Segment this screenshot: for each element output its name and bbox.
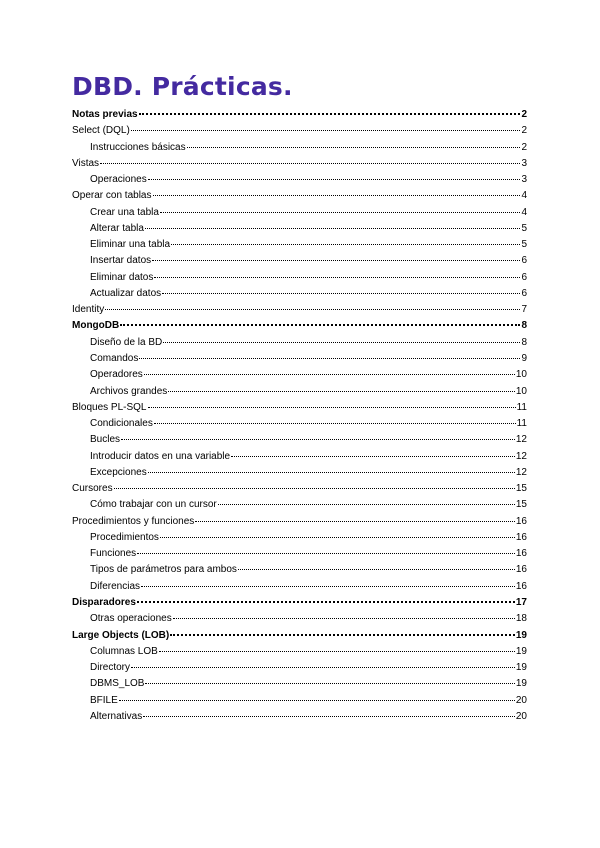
toc-entry[interactable] bbox=[72, 125, 527, 141]
toc-entry-page-number: 4 bbox=[521, 206, 527, 218]
toc-entry-label: Eliminar datos bbox=[90, 271, 154, 283]
toc-entry[interactable] bbox=[72, 564, 527, 580]
document-title: DBD. Prácticas. bbox=[72, 72, 293, 101]
toc-dot-leader bbox=[171, 244, 520, 245]
toc-entry-page-number: 5 bbox=[521, 222, 527, 234]
toc-dot-leader bbox=[195, 521, 515, 522]
toc-entry[interactable] bbox=[72, 597, 527, 613]
toc-dot-leader bbox=[154, 423, 516, 424]
toc-entry[interactable] bbox=[72, 581, 527, 597]
toc-entry[interactable] bbox=[72, 207, 527, 223]
toc-entry-page-number: 6 bbox=[521, 287, 527, 299]
toc-entry-label: Instrucciones básicas bbox=[90, 141, 186, 153]
toc-entry[interactable] bbox=[72, 190, 527, 206]
toc-dot-leader bbox=[152, 260, 520, 261]
toc-entry[interactable] bbox=[72, 711, 527, 727]
toc-entry-page-number: 19 bbox=[515, 629, 527, 641]
toc-dot-leader bbox=[160, 212, 521, 213]
toc-entry-page-number: 19 bbox=[515, 645, 527, 657]
toc-entry[interactable] bbox=[72, 434, 527, 450]
toc-dot-leader bbox=[159, 651, 515, 652]
toc-entry[interactable] bbox=[72, 304, 527, 320]
toc-entry[interactable] bbox=[72, 109, 527, 125]
toc-entry[interactable] bbox=[72, 613, 527, 629]
toc-dot-leader bbox=[143, 716, 515, 717]
toc-entry-page-number: 19 bbox=[515, 662, 527, 674]
toc-dot-leader bbox=[148, 407, 516, 408]
toc-dot-leader bbox=[163, 342, 520, 343]
toc-dot-leader bbox=[162, 293, 520, 294]
toc-entry-page-number: 6 bbox=[521, 255, 527, 267]
toc-entry-page-number: 12 bbox=[515, 450, 527, 462]
toc-entry-label: Tipos de parámetros para ambos bbox=[90, 564, 237, 576]
toc-entry[interactable] bbox=[72, 646, 527, 662]
toc-entry-page-number: 16 bbox=[515, 580, 527, 592]
toc-entry[interactable] bbox=[72, 288, 527, 304]
toc-entry-page-number: 7 bbox=[521, 304, 527, 316]
toc-entry-page-number: 16 bbox=[515, 531, 527, 543]
toc-entry-label: Columnas LOB bbox=[90, 645, 158, 657]
toc-dot-leader bbox=[153, 195, 521, 196]
toc-dot-leader bbox=[114, 488, 515, 489]
toc-dot-leader bbox=[100, 163, 520, 164]
toc-entry[interactable] bbox=[72, 353, 527, 369]
toc-entry-label: Otras operaciones bbox=[90, 613, 172, 625]
toc-entry-page-number: 10 bbox=[515, 369, 527, 381]
toc-entry[interactable] bbox=[72, 662, 527, 678]
toc-dot-leader bbox=[119, 700, 515, 701]
toc-entry-label: Operadores bbox=[90, 369, 143, 381]
toc-entry[interactable] bbox=[72, 337, 527, 353]
toc-entry[interactable] bbox=[72, 255, 527, 271]
toc-dot-leader bbox=[105, 309, 520, 310]
toc-entry-page-number: 3 bbox=[521, 174, 527, 186]
toc-entry-page-number: 4 bbox=[521, 190, 527, 202]
toc-entry-label: Actualizar datos bbox=[90, 287, 162, 299]
toc-dot-leader bbox=[145, 683, 514, 684]
toc-dot-leader bbox=[139, 113, 521, 115]
toc-entry[interactable] bbox=[72, 158, 527, 174]
toc-entry-page-number: 12 bbox=[515, 434, 527, 446]
toc-dot-leader bbox=[168, 391, 515, 392]
toc-entry-label: Condicionales bbox=[90, 418, 153, 430]
toc-entry[interactable] bbox=[72, 320, 527, 336]
toc-entry-page-number: 18 bbox=[515, 613, 527, 625]
toc-entry[interactable] bbox=[72, 142, 527, 158]
toc-entry[interactable] bbox=[72, 369, 527, 385]
toc-entry-page-number: 15 bbox=[515, 499, 527, 511]
toc-entry-label: Archivos grandes bbox=[90, 385, 168, 397]
toc-entry-page-number: 6 bbox=[521, 271, 527, 283]
toc-entry-label: Comandos bbox=[90, 352, 139, 364]
toc-dot-leader bbox=[148, 179, 521, 180]
toc-entry-label: Directory bbox=[90, 662, 131, 674]
toc-entry[interactable] bbox=[72, 223, 527, 239]
toc-entry-label: Alterar tabla bbox=[90, 222, 144, 234]
toc-entry-label: Operaciones bbox=[90, 174, 147, 186]
toc-entry-page-number: 11 bbox=[516, 401, 527, 413]
toc-entry[interactable] bbox=[72, 239, 527, 255]
toc-entry-label: MongoDB bbox=[72, 320, 120, 332]
toc-entry[interactable] bbox=[72, 548, 527, 564]
toc-entry-label: Bloques PL-SQL bbox=[72, 401, 147, 413]
toc-dot-leader bbox=[139, 358, 520, 359]
toc-dot-leader bbox=[187, 147, 521, 148]
toc-entry-label: Diferencias bbox=[90, 580, 141, 592]
toc-entry-label: Excepciones bbox=[90, 466, 147, 478]
toc-entry-page-number: 16 bbox=[515, 515, 527, 527]
toc-dot-leader bbox=[160, 537, 515, 538]
toc-entry-page-number: 19 bbox=[515, 678, 527, 690]
toc-entry-page-number: 11 bbox=[516, 418, 527, 430]
toc-entry[interactable] bbox=[72, 630, 527, 646]
toc-entry-page-number: 16 bbox=[515, 564, 527, 576]
toc-entry-page-number: 10 bbox=[515, 385, 527, 397]
toc-dot-leader bbox=[144, 374, 515, 375]
toc-entry-label: Alternativas bbox=[90, 710, 143, 722]
toc-entry-page-number: 17 bbox=[515, 596, 527, 608]
toc-dot-leader bbox=[120, 324, 520, 326]
toc-entry-label: Select (DQL) bbox=[72, 125, 130, 137]
toc-entry-label: Large Objects (LOB) bbox=[72, 629, 170, 641]
toc-entry-label: Identity bbox=[72, 304, 105, 316]
toc-entry-label: Cómo trabajar con un cursor bbox=[90, 499, 217, 511]
toc-entry-page-number: 2 bbox=[521, 109, 527, 120]
toc-entry-page-number: 9 bbox=[521, 352, 527, 364]
toc-entry-label: Cursores bbox=[72, 483, 113, 495]
toc-dot-leader bbox=[145, 228, 521, 229]
toc-entry[interactable] bbox=[72, 402, 527, 418]
toc-dot-leader bbox=[141, 586, 515, 587]
toc-dot-leader bbox=[238, 569, 515, 570]
toc-entry[interactable] bbox=[72, 272, 527, 288]
toc-entry[interactable] bbox=[72, 451, 527, 467]
toc-entry[interactable] bbox=[72, 695, 527, 711]
toc-entry[interactable] bbox=[72, 516, 527, 532]
toc-entry-page-number: 20 bbox=[515, 694, 527, 706]
toc-entry-label: Crear una tabla bbox=[90, 206, 159, 218]
toc-entry[interactable] bbox=[72, 499, 527, 515]
toc-dot-leader bbox=[137, 553, 515, 554]
toc-dot-leader bbox=[148, 472, 515, 473]
toc-entry-page-number: 2 bbox=[521, 125, 527, 137]
toc-entry-label: Bucles bbox=[90, 434, 121, 446]
toc-entry-page-number: 16 bbox=[515, 548, 527, 560]
toc-dot-leader bbox=[131, 667, 515, 668]
toc-dot-leader bbox=[137, 601, 515, 603]
toc-entry-page-number: 8 bbox=[521, 336, 527, 348]
toc-entry-page-number: 15 bbox=[515, 483, 527, 495]
toc-dot-leader bbox=[231, 456, 515, 457]
toc-entry-page-number: 20 bbox=[515, 710, 527, 722]
toc-dot-leader bbox=[218, 504, 515, 505]
toc-entry[interactable] bbox=[72, 174, 527, 190]
toc-entry-label: Vistas bbox=[72, 157, 100, 169]
toc-entry[interactable] bbox=[72, 532, 527, 548]
toc-dot-leader bbox=[170, 634, 515, 636]
toc-entry[interactable] bbox=[72, 678, 527, 694]
toc-entry-label: Disparadores bbox=[72, 596, 136, 608]
toc-entry-label: Eliminar una tabla bbox=[90, 239, 171, 251]
toc-entry-label: Operar con tablas bbox=[72, 190, 152, 202]
toc-entry-label: Funciones bbox=[90, 548, 137, 560]
toc-entry-page-number: 5 bbox=[521, 239, 527, 251]
toc-entry[interactable] bbox=[72, 483, 527, 499]
toc-entry-label: Insertar datos bbox=[90, 255, 152, 267]
toc-entry[interactable] bbox=[72, 386, 527, 402]
table-of-contents bbox=[72, 109, 527, 727]
toc-entry[interactable] bbox=[72, 467, 527, 483]
toc-entry-label: Procedimientos bbox=[90, 531, 159, 543]
toc-entry-label: Introducir datos en una variable bbox=[90, 450, 231, 462]
toc-entry-page-number: 12 bbox=[515, 466, 527, 478]
toc-dot-leader bbox=[173, 618, 515, 619]
toc-entry-label: Procedimientos y funciones bbox=[72, 515, 195, 527]
toc-dot-leader bbox=[154, 277, 520, 278]
toc-dot-leader bbox=[131, 130, 521, 131]
toc-entry-label: Notas previas bbox=[72, 109, 138, 120]
toc-entry-page-number: 2 bbox=[521, 141, 527, 153]
toc-entry[interactable] bbox=[72, 418, 527, 434]
toc-entry-label: Diseño de la BD bbox=[90, 336, 163, 348]
toc-entry-page-number: 8 bbox=[521, 320, 527, 332]
toc-entry-label: DBMS_LOB bbox=[90, 678, 145, 690]
toc-dot-leader bbox=[121, 439, 515, 440]
toc-entry-label: BFILE bbox=[90, 694, 118, 706]
toc-entry-page-number: 3 bbox=[521, 157, 527, 169]
